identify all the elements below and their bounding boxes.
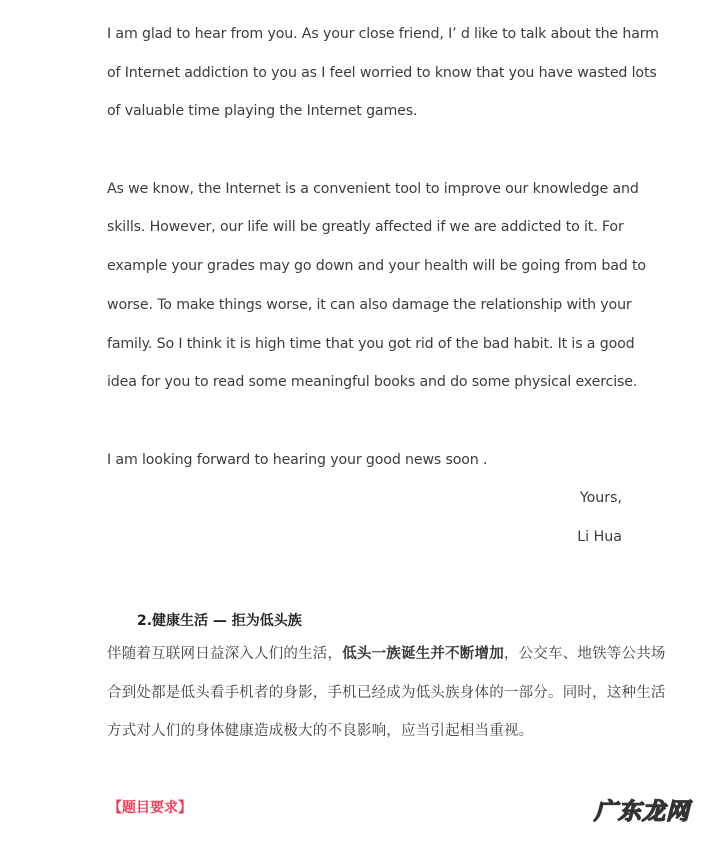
section-paragraph-line1-tail: ，公交车、地铁等公共场 xyxy=(503,646,666,662)
letter-paragraph3: I am looking forward to hearing your good news soon . xyxy=(107,452,488,468)
letter-paragraph2-line1: As we know, the Internet is a convenient tool to improve our knowledge and xyxy=(107,181,639,197)
section-paragraph-line3 xyxy=(107,720,533,742)
letter-paragraph2-line5: family. So I think it is high time that you got rid of the bad habit. It is a good xyxy=(107,336,635,352)
letter-paragraph2-line6: idea for you to read some meaningful books and do some physical exercise. xyxy=(107,374,638,390)
letter-closing: Yours, xyxy=(579,490,622,506)
section-paragraph-line1 xyxy=(107,643,666,665)
watermark-logo: 广东龙网 xyxy=(594,799,690,825)
letter-paragraph1-line3: of valuable time playing the Internet games. xyxy=(107,103,418,119)
section-heading: 2.健康生活 — 拒为低头族 xyxy=(137,613,302,629)
section-paragraph-line2 xyxy=(107,682,666,704)
letter-paragraph2-line3: example your grades may go down and your health will be going from bad to xyxy=(107,258,646,274)
letter-signature: Li Hua xyxy=(577,529,622,545)
section-paragraph-emphasis: 低头一族诞生并不断增加 xyxy=(342,646,504,662)
section-paragraph-line1-text: 伴随着互联网日益深入人们的生活， xyxy=(107,646,343,662)
letter-paragraph2-line2: skills. However, our life will be greatly affected if we are addicted to it. For xyxy=(107,219,624,235)
letter-paragraph1-line2: of Internet addiction to you as I feel worried to know that you have wasted lots xyxy=(107,65,657,81)
requirement-label: 【题目要求】 xyxy=(108,800,192,816)
section-paragraph-line3-text: 方式对人们的身体健康造成极大的不良影响，应当引起相当重视。 xyxy=(107,723,534,739)
section-paragraph-line2-text: 合到处都是低头看手机者的身影，手机已经成为低头族身体的一部分。同时，这种生活 xyxy=(107,685,666,701)
letter-paragraph2-line4: worse. To make things worse, it can also damage the relationship with your xyxy=(107,297,632,313)
letter-paragraph1-line1: I am glad to hear from you. As your close friend, I’ d like to talk about the harm xyxy=(107,26,659,42)
